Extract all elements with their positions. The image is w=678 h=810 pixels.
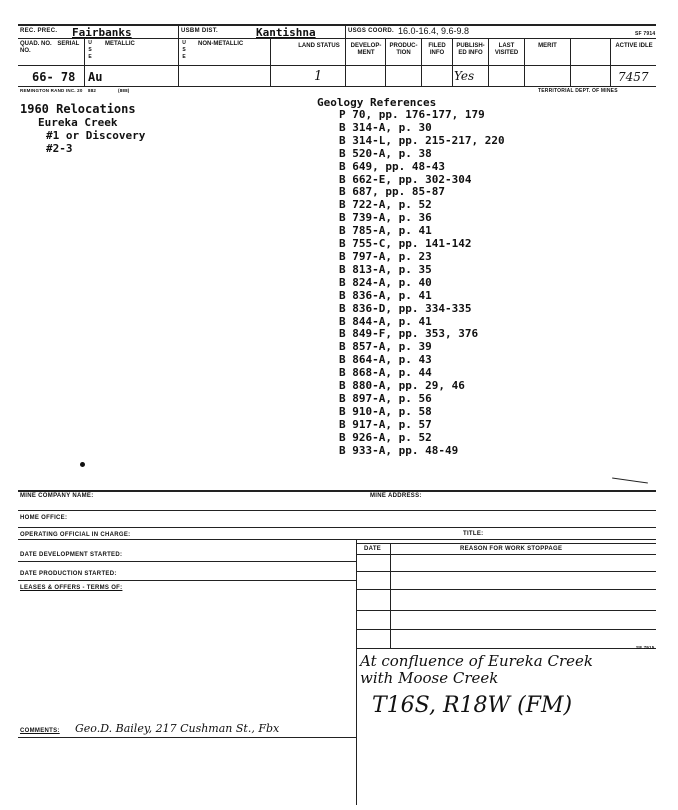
geology-reference: B 314-L, pp. 215-217, 220	[339, 133, 505, 147]
header-rule-3	[18, 65, 656, 66]
form-number-bottom: SF 7915	[636, 645, 655, 650]
title-label: TITLE:	[463, 531, 484, 537]
date-development-label: DATE DEVELOPMENT STARTED:	[20, 552, 123, 558]
form-rule	[18, 580, 356, 581]
header-divider	[178, 24, 179, 86]
territorial-dept-label: TERRITORIAL DEPT. OF MINES	[538, 88, 618, 94]
usbm-dist-value: Kantishna	[256, 26, 316, 39]
geology-reference: B 864-A, p. 43	[339, 353, 432, 367]
metallic-value: Au	[88, 70, 103, 84]
stoppage-row-rule	[356, 554, 656, 555]
geology-reference: B 836-D, pp. 334-335	[339, 301, 472, 315]
geology-reference: B 314-A, p. 30	[339, 120, 432, 134]
lower-top-rule	[18, 490, 656, 492]
printer-line: REMINGTON RAND INC. 20	[20, 88, 83, 93]
form-rule	[18, 510, 656, 511]
handwritten-note: with Moose Creek	[360, 669, 499, 687]
creek-name: Eureka Creek	[38, 116, 118, 129]
geology-reference: B 813-A, p. 35	[339, 262, 432, 276]
geology-reference: B 785-A, p. 41	[339, 224, 432, 238]
geology-reference: B 722-A, p. 52	[339, 198, 432, 212]
geology-reference-list	[339, 109, 505, 457]
form-number-top: SF 7914	[635, 31, 656, 37]
usgs-coord-value: 16.0-16.4, 9.6-9.8	[398, 26, 470, 36]
comments-label: COMMENTS:	[20, 728, 60, 734]
stray-line-mark	[612, 477, 648, 483]
geology-reference: B 739-A, p. 36	[339, 211, 432, 225]
printer-code-2: (888)	[118, 88, 130, 93]
geology-reference: B 520-A, p. 38	[339, 146, 432, 160]
home-office-label: HOME OFFICE:	[20, 515, 68, 521]
geology-reference: B 797-A, p. 23	[339, 249, 432, 263]
geology-reference: B 857-A, p. 39	[339, 340, 432, 354]
geology-reference: B 917-A, p. 57	[339, 417, 432, 431]
development-label: DEVELOP-MENT	[350, 43, 382, 56]
rec-prec-label: REC. PREC.	[20, 28, 58, 34]
geology-reference: B 849-F, pp. 353, 376	[339, 327, 479, 341]
merit-label: MERIT	[538, 43, 557, 49]
operating-official-label: OPERATING OFFICIAL IN CHARGE:	[20, 532, 131, 538]
quad-label: QUAD. NO.	[20, 41, 52, 47]
quad-value: 66- 78	[32, 70, 76, 84]
stoppage-date-divider	[390, 543, 391, 648]
land-status-label: LAND STATUS	[298, 43, 340, 49]
form-rule	[18, 561, 356, 562]
header-divider	[610, 38, 611, 86]
usgs-coord-label: USGS COORD.	[348, 28, 394, 34]
geology-reference: B 687, pp. 85-87	[339, 185, 445, 199]
stoppage-row-rule	[356, 629, 656, 630]
form-rule	[18, 737, 356, 738]
stoppage-row-rule	[356, 589, 656, 590]
header-divider	[345, 24, 346, 86]
stoppage-row-rule	[356, 610, 656, 611]
last-visited-label: LAST VISITED	[494, 43, 519, 56]
reason-label: REASON FOR WORK STOPPAGE	[460, 546, 563, 552]
geology-reference: B 755-C, pp. 141-142	[339, 237, 472, 251]
use-label-metallic: U S E	[88, 40, 92, 60]
published-info-value: Yes	[454, 69, 475, 83]
production-label: PRODUC-TION	[389, 43, 418, 56]
active-idle-value: 7457	[618, 70, 649, 84]
geology-reference: P 70, pp. 176-177, 179	[339, 108, 485, 121]
date-column-label: DATE	[364, 546, 382, 552]
comments-value: Geo.D. Bailey, 217 Cushman St., Fbx	[75, 722, 280, 735]
leases-label: LEASES & OFFERS - TERMS OF:	[20, 585, 123, 591]
header-divider	[570, 38, 571, 86]
geology-reference: B 836-A, p. 41	[339, 288, 432, 302]
header-divider	[385, 38, 386, 86]
header-divider	[452, 38, 453, 86]
header-divider	[421, 38, 422, 86]
stray-dot	[80, 462, 85, 467]
geology-reference: B 926-A, p. 52	[339, 430, 432, 444]
use-label-nonmetallic: U S E	[182, 40, 186, 60]
handwritten-location: T16S, R18W (FM)	[372, 693, 573, 718]
header-rule-4	[18, 86, 656, 87]
relocations-title: 1960 Relocations	[20, 102, 136, 116]
geology-reference: B 868-A, p. 44	[339, 366, 432, 380]
geology-references-title: Geology References	[317, 96, 437, 109]
header-divider	[84, 38, 85, 86]
printer-code-1: 882	[88, 88, 97, 93]
geology-reference: B 897-A, p. 56	[339, 391, 432, 405]
geology-reference: B 649, pp. 48-43	[339, 159, 445, 173]
stoppage-row-rule	[356, 571, 656, 572]
geology-reference: B 910-A, p. 58	[339, 404, 432, 418]
claim-item: #1 or Discovery	[46, 129, 146, 142]
rec-prec-value: Fairbanks	[72, 26, 132, 39]
claim-item: #2-3	[46, 142, 73, 155]
mine-address-label: MINE ADDRESS:	[370, 493, 422, 499]
form-rule	[356, 543, 656, 544]
published-info-label: PUBLISH-ED INFO	[456, 43, 485, 56]
stoppage-table-left-border	[356, 539, 357, 805]
land-status-value: 1	[314, 69, 323, 84]
mine-company-label: MINE COMPANY NAME:	[20, 493, 94, 499]
header-divider	[488, 38, 489, 86]
header-divider	[524, 38, 525, 86]
usbm-dist-label: USBM DIST.	[181, 28, 219, 34]
form-rule	[18, 527, 656, 528]
header-divider	[270, 38, 271, 86]
nonmetallic-label: NON-METALLIC	[198, 41, 244, 47]
stoppage-row-rule	[356, 648, 656, 649]
active-idle-label: ACTIVE IDLE	[615, 43, 653, 49]
handwritten-note: At confluence of Eureka Creek	[360, 652, 594, 670]
serial-label: SERIAL NO.	[20, 41, 80, 54]
quad-serial-label	[20, 41, 82, 55]
filed-info-label: FILED INFO	[428, 43, 446, 56]
form-rule	[18, 539, 656, 540]
date-production-label: DATE PRODUCTION STARTED:	[20, 571, 117, 577]
geology-reference: B 662-E, pp. 302-304	[339, 172, 472, 186]
metallic-label: METALLIC	[105, 41, 135, 47]
geology-reference: B 824-A, p. 40	[339, 275, 432, 289]
geology-reference: B 844-A, p. 41	[339, 314, 432, 328]
geology-reference: B 880-A, pp. 29, 46	[339, 379, 465, 393]
geology-reference: B 933-A, pp. 48-49	[339, 443, 459, 457]
